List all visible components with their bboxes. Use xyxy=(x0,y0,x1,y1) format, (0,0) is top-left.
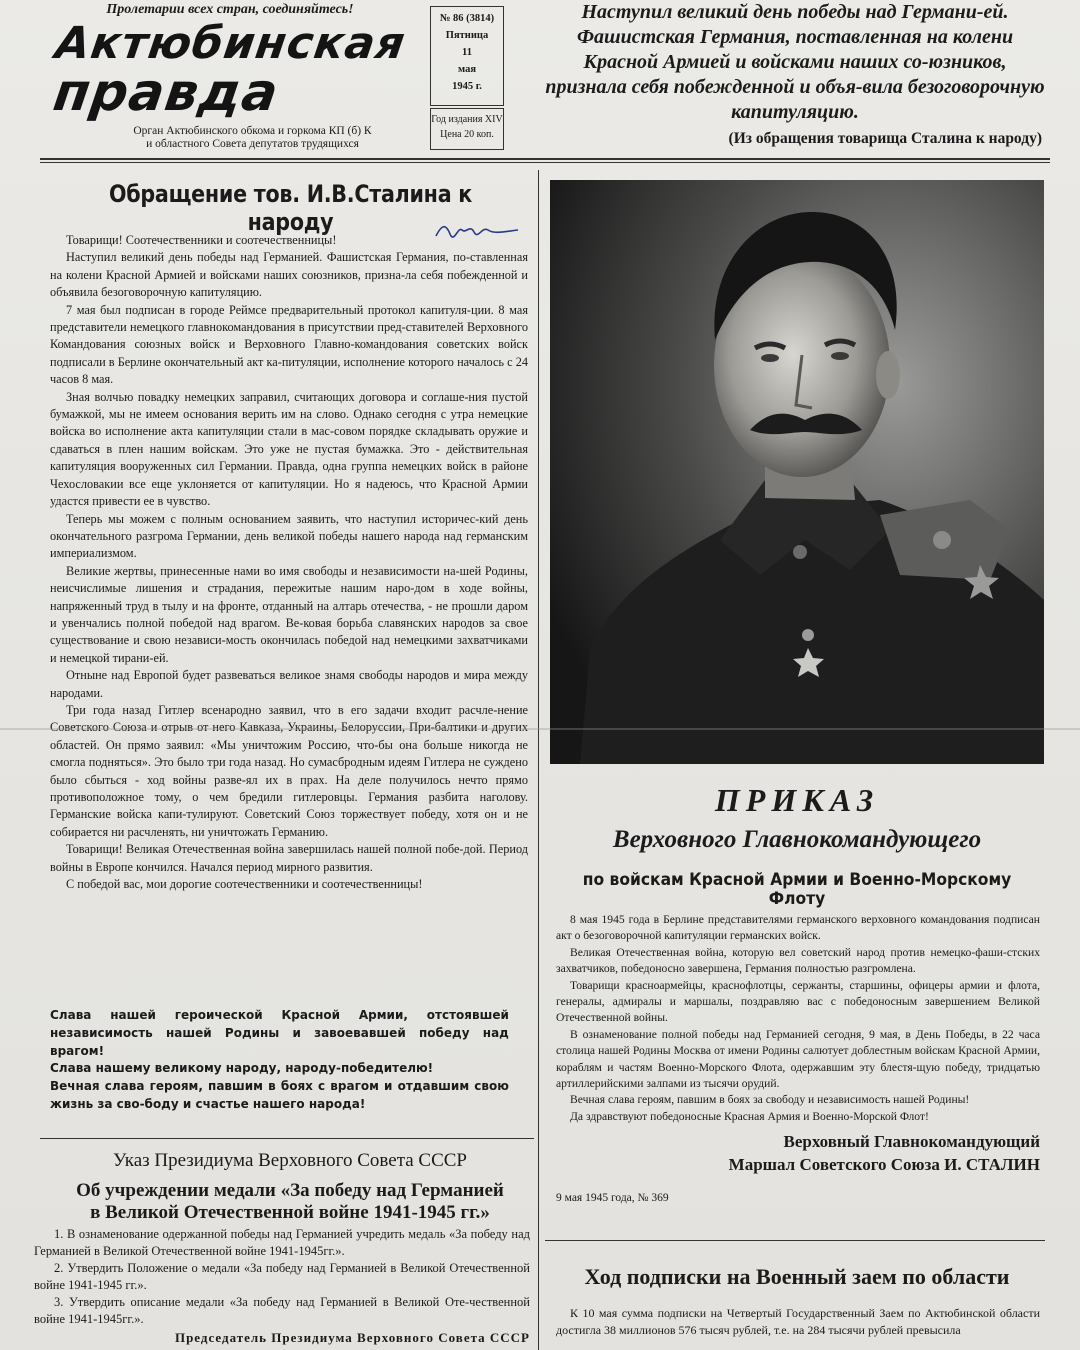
masthead-rule xyxy=(40,158,1050,160)
volume-price-box xyxy=(430,108,504,150)
loan-body xyxy=(556,1305,1040,1339)
lead-paragraph: Зная волчью повадку немецких заправил, считающих договора и соглаше-ния пустой бумажкой, мы не имеем основания верить им на слово. Однако сегодня с утра немецкие войска во исполнение акта капитуляции стали в мас-совом порядке складывать оружие и сдаваться в плен нашим войскам. Это уже не пустая бумажка. Это - действительная капитуляция вооруженных сил Германии. Правда, одна группа немецких войск в районе Чехословакии все еще уклоняется от капитуляции. Но я надеюсь, что Красной Армии удастся привести ее в чувство. xyxy=(50,389,528,509)
issue-volume: Год издания XIV xyxy=(431,114,503,125)
ukaz-title: Указ Президиума Верховного Совета СССР xyxy=(113,1150,467,1171)
portrait-photo xyxy=(550,180,1044,764)
title-line-2: правда xyxy=(49,63,283,123)
lead-paragraph: Великие жертвы, принесенные нами во имя свободы и независимости на-шей Родины, неисчислимые лишения и страдания, пережитые нашим наро-дом в ходе войны, напряженный труд в тылу и на фронте, отданный на алтарь отечества, - не прошли даром и увенчались полной победой над врагом. Ве-ковая борьба славянских народов за свое существование и свою независи-мость окончилась победой над немецкими захватчиками и немецкой тирани-ей. xyxy=(50,563,528,665)
ukaz-item: 2. Утвердить Положение о медали «За победу над Германией в Великой Отечественной войне 1941-1945 гг.». xyxy=(34,1261,530,1292)
ukaz-item: 3. Утвердить описание медали «За победу над Германией в Великой Оте-чественной войне 1941-1945гг.». xyxy=(34,1295,530,1326)
prikaz-date: 9 мая 1945 года, № 369 xyxy=(556,1192,669,1204)
prikaz-subtitle: Верховного Главнокомандующего xyxy=(612,826,982,853)
lead-paragraph: Товарищи! Соотечественники и соотечественницы! xyxy=(66,233,337,247)
ukaz-rule xyxy=(40,1138,534,1139)
lead-slogans xyxy=(50,1006,509,1113)
slogan-line: Слава нашей героической Красной Армии, отстоявшей независимость нашей Родины и завоевавшей победу над врагом! xyxy=(50,1007,509,1058)
prikaz-paragraph: Товарищи красноармейцы, краснофлотцы, сержанты, старшины, офицеры армии и флота, генералы, адмиралы и маршалы, поздравляю вас с победоносным завершением Великой Отечественной войны. xyxy=(556,978,1040,1025)
prikaz-paragraph: 8 мая 1945 года в Берлине представителями германского верховного командования подписан акт о безоговорочной капитуляции германских войск. xyxy=(556,913,1040,943)
prikaz-paragraph: Вечная слава героям, павшим в боях за свободу и независимость нашей Родины! xyxy=(570,1093,970,1107)
prikaz-paragraph: Да здравствуют победоносные Красная Армия и Военно-Морской Флот! xyxy=(570,1109,929,1123)
prikaz-signature-title: Верховный Главнокомандующий xyxy=(783,1132,1040,1151)
organ-line-1: Орган Актюбинского обкома и горкома КП (б) К xyxy=(133,125,372,137)
paper-fold-crease xyxy=(0,728,1080,730)
prikaz-signature-name: Маршал Советского Союза И. СТАЛИН xyxy=(728,1155,1040,1174)
prikaz-title: ПРИКАЗ xyxy=(714,782,880,818)
issue-weekday: Пятница xyxy=(445,30,489,41)
ukaz-subtitle-line-2: в Великой Отечественной войне 1941-1945 гг.» xyxy=(90,1202,490,1223)
masthead-motto: Пролетарии всех стран, соединяйтесь! xyxy=(106,2,354,17)
issue-month: мая xyxy=(457,64,476,75)
portrait-illustration xyxy=(550,180,1044,764)
lead-paragraph: 7 мая был подписан в городе Реймсе предварительный протокол капитуля-ции. 8 мая представители немецкого главнокомандования в присутствии пред-ставителей Верховного Командования союзных войск и Верховного Главно-командования советских войск подписали в Берлине окончательный акт ка-питуляции, исполнение которого началось с 24 часов 8 мая. xyxy=(50,302,528,387)
top-quote: Наступил великий день победы над Германи-ей. Фашистская Германия, поставленная на колени Красной Армией и войсками наших со-юзников, признала себя побежденной и объя-вила безоговорочную капитуляцию. xyxy=(545,1,1045,123)
ukaz-item: 1. В ознаменование одержанной победы над Германией учредить медаль «За победу над Германией в Великой Отечественной войне 1941-1945гг.». xyxy=(34,1227,530,1258)
lead-article-body xyxy=(50,232,528,893)
ukaz-body xyxy=(34,1226,530,1328)
prikaz-subtitle-2: по войскам Красной Армии и Военно-Морскому Флоту xyxy=(582,870,1012,908)
lead-paragraph: Отныне над Европой будет развеваться великое знамя свободы народов и мира между народами. xyxy=(50,668,528,700)
issue-price: Цена 20 коп. xyxy=(440,129,494,140)
top-quote-source: (Из обращения товарища Сталина к народу) xyxy=(728,130,1042,147)
lead-paragraph: Три года назад Гитлер всенародно заявил, что в его задачи входит расчле-нение Советского Союза и отрыв от него Кавказа, Украины, Белоруссии, При-балтики и других областей. Он прямо заявил: «Мы уничтожим Россию, что-бы она больше никогда не смогла подняться». Это было три года назад. Но сумасбродным идеям Гитлера не суждено было сбыться - ход войны разве-ял их в прах. На деле получилось нечто прямо противоположное тому, о чем бредили гитлеровцы. Германия разбита наголову. Германские войска капи-тулируют. Советский Союз торжествует победу, хотя он и не собирается ни расчленять, ни уничтожать Германию. xyxy=(50,702,528,839)
loan-paragraph: К 10 мая сумма подписки на Четвертый Государственный Заем по Актюбинской области достигла 38 миллионов 576 тысяч рублей, т.е. на 284 тысячи рублей превысила xyxy=(556,1306,1040,1337)
ukaz-signature: Председатель Президиума Верховного Совета СССР xyxy=(174,1330,530,1345)
loan-headline: Ход подписки на Военный заем по области xyxy=(584,1264,1010,1289)
ukaz-subtitle-line-1: Об учреждении медали «За победу над Германией xyxy=(76,1180,504,1201)
prikaz-paragraph: Великая Отечественная война, которую вел советский народ против немецко-фаши-стских захватчиков, победоносно завершена, Германия полностью разгромлена. xyxy=(556,945,1040,976)
issue-number: № 86 (3814) xyxy=(439,13,495,24)
issue-info-box xyxy=(430,6,504,106)
loan-rule xyxy=(545,1240,1045,1241)
lead-paragraph: Товарищи! Великая Отечественная война завершилась нашей полной побе-дой. Период войны в Европе кончился. Начался период мирного развития. xyxy=(50,842,528,874)
slogan-line: Вечная слава героям, павшим в боях с врагом и отдавшим свою жизнь за сво-боду и счастье нашего народа! xyxy=(50,1078,509,1111)
masthead-rule-thin xyxy=(40,162,1050,163)
issue-day: 11 xyxy=(462,47,472,58)
ukaz-subtitle xyxy=(50,1180,530,1224)
column-divider xyxy=(538,170,539,1350)
issue-year: 1945 г. xyxy=(452,81,482,92)
prikaz-paragraph: В ознаменование полной победы над Германией сегодня, 9 мая, в День Победы, в 22 часа столица нашей Родины Москва от имени Родины салютует доблестным войскам Красной Армии, кораблям и частям Военно-Морского Флота, одержавшим эту блестя-щую победу, тридцатью артиллерийскими залпами из тысячи орудий. xyxy=(556,1027,1040,1091)
lead-paragraph: Наступил великий день победы над Германией. Фашистская Германия, по-ставленная на колени Красной Армией и войсками наших союзников, призна-ла себя побежденной и объявила безоговорочную капитуляцию. xyxy=(50,250,528,300)
publisher-organ xyxy=(80,125,425,151)
title-line-1: Актюбинская xyxy=(52,18,409,69)
prikaz-body xyxy=(556,912,1040,1125)
slogan-line: Слава нашему великому народу, народу-победителю! xyxy=(50,1060,434,1076)
newspaper-title xyxy=(49,18,420,123)
organ-line-2: и областного Совета депутатов трудящихся xyxy=(146,138,359,150)
lead-headline: Обращение тов. И.В.Сталина к народу xyxy=(108,180,473,236)
lead-paragraph: С победой вас, мои дорогие соотечественники и соотечественницы! xyxy=(66,877,423,892)
lead-paragraph: Теперь мы можем с полным основанием заявить, что наступил историчес-кий день окончательного разгрома Германии, день великой победы нашего народа над германским империализмом. xyxy=(50,511,528,561)
